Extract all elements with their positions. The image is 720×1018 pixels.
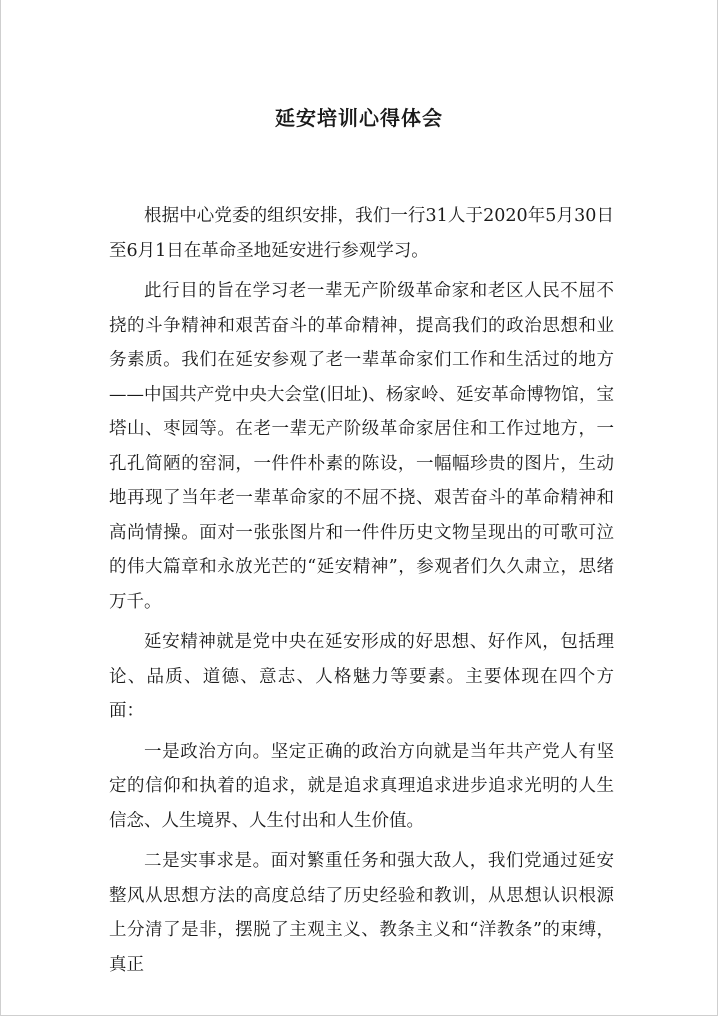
paragraph-visit: 此行目的旨在学习老一辈无产阶级革命家和老区人民不屈不挠的斗争精神和艰苦奋斗的革命精神，提高我们的政治思想和业务素质。我们在延安参观了老一辈革命家们工作和生活过的地方——中国共产党中央大会堂(旧址)、杨家岭、延安革命博物馆，宝塔山、枣园等。在老一辈无产阶级革命家居住和工作过地方，一孔孔简陋的窑洞，一件件朴素的陈设，一幅幅珍贵的图片，生动地再现了当年老一辈革命家的不屈不挠、艰苦奋斗的革命精神和高尚情操。面对一张张图片和一件件历史文物呈现出的可歌可泣的伟大篇章和永放光芒的“延安精神”，参观者们久久肃立，思绪万千。 (109, 281, 614, 612)
document-title: 延安培训心得体会 (275, 106, 443, 130)
paragraph-political-direction: 一是政治方向。坚定正确的政治方向就是当年共产党人有坚定的信仰和执着的追求，就是追求真理追求进步追求光明的人生信念、人生境界、人生付出和人生价值。 (109, 741, 614, 831)
paragraph-yanan-spirit: 延安精神就是党中央在延安形成的好思想、好作风，包括理论、品质、道德、意志、人格魅力等要素。主要体现在四个方面： (109, 632, 614, 721)
document-body (109, 199, 614, 982)
paragraph-intro: 根据中心党委的组织安排，我们一行31人于2020年5月30日至6月1日在革命圣地延安进行参观学习。 (109, 206, 614, 261)
paragraph-seek-truth: 二是实事求是。面对繁重任务和强大敌人，我们党通过延安整风从思想方法的高度总结了历史经验和教训，从思想认识根源上分清了是非，摆脱了主观主义、教条主义和“洋教条”的束缚，真正 (109, 851, 614, 975)
